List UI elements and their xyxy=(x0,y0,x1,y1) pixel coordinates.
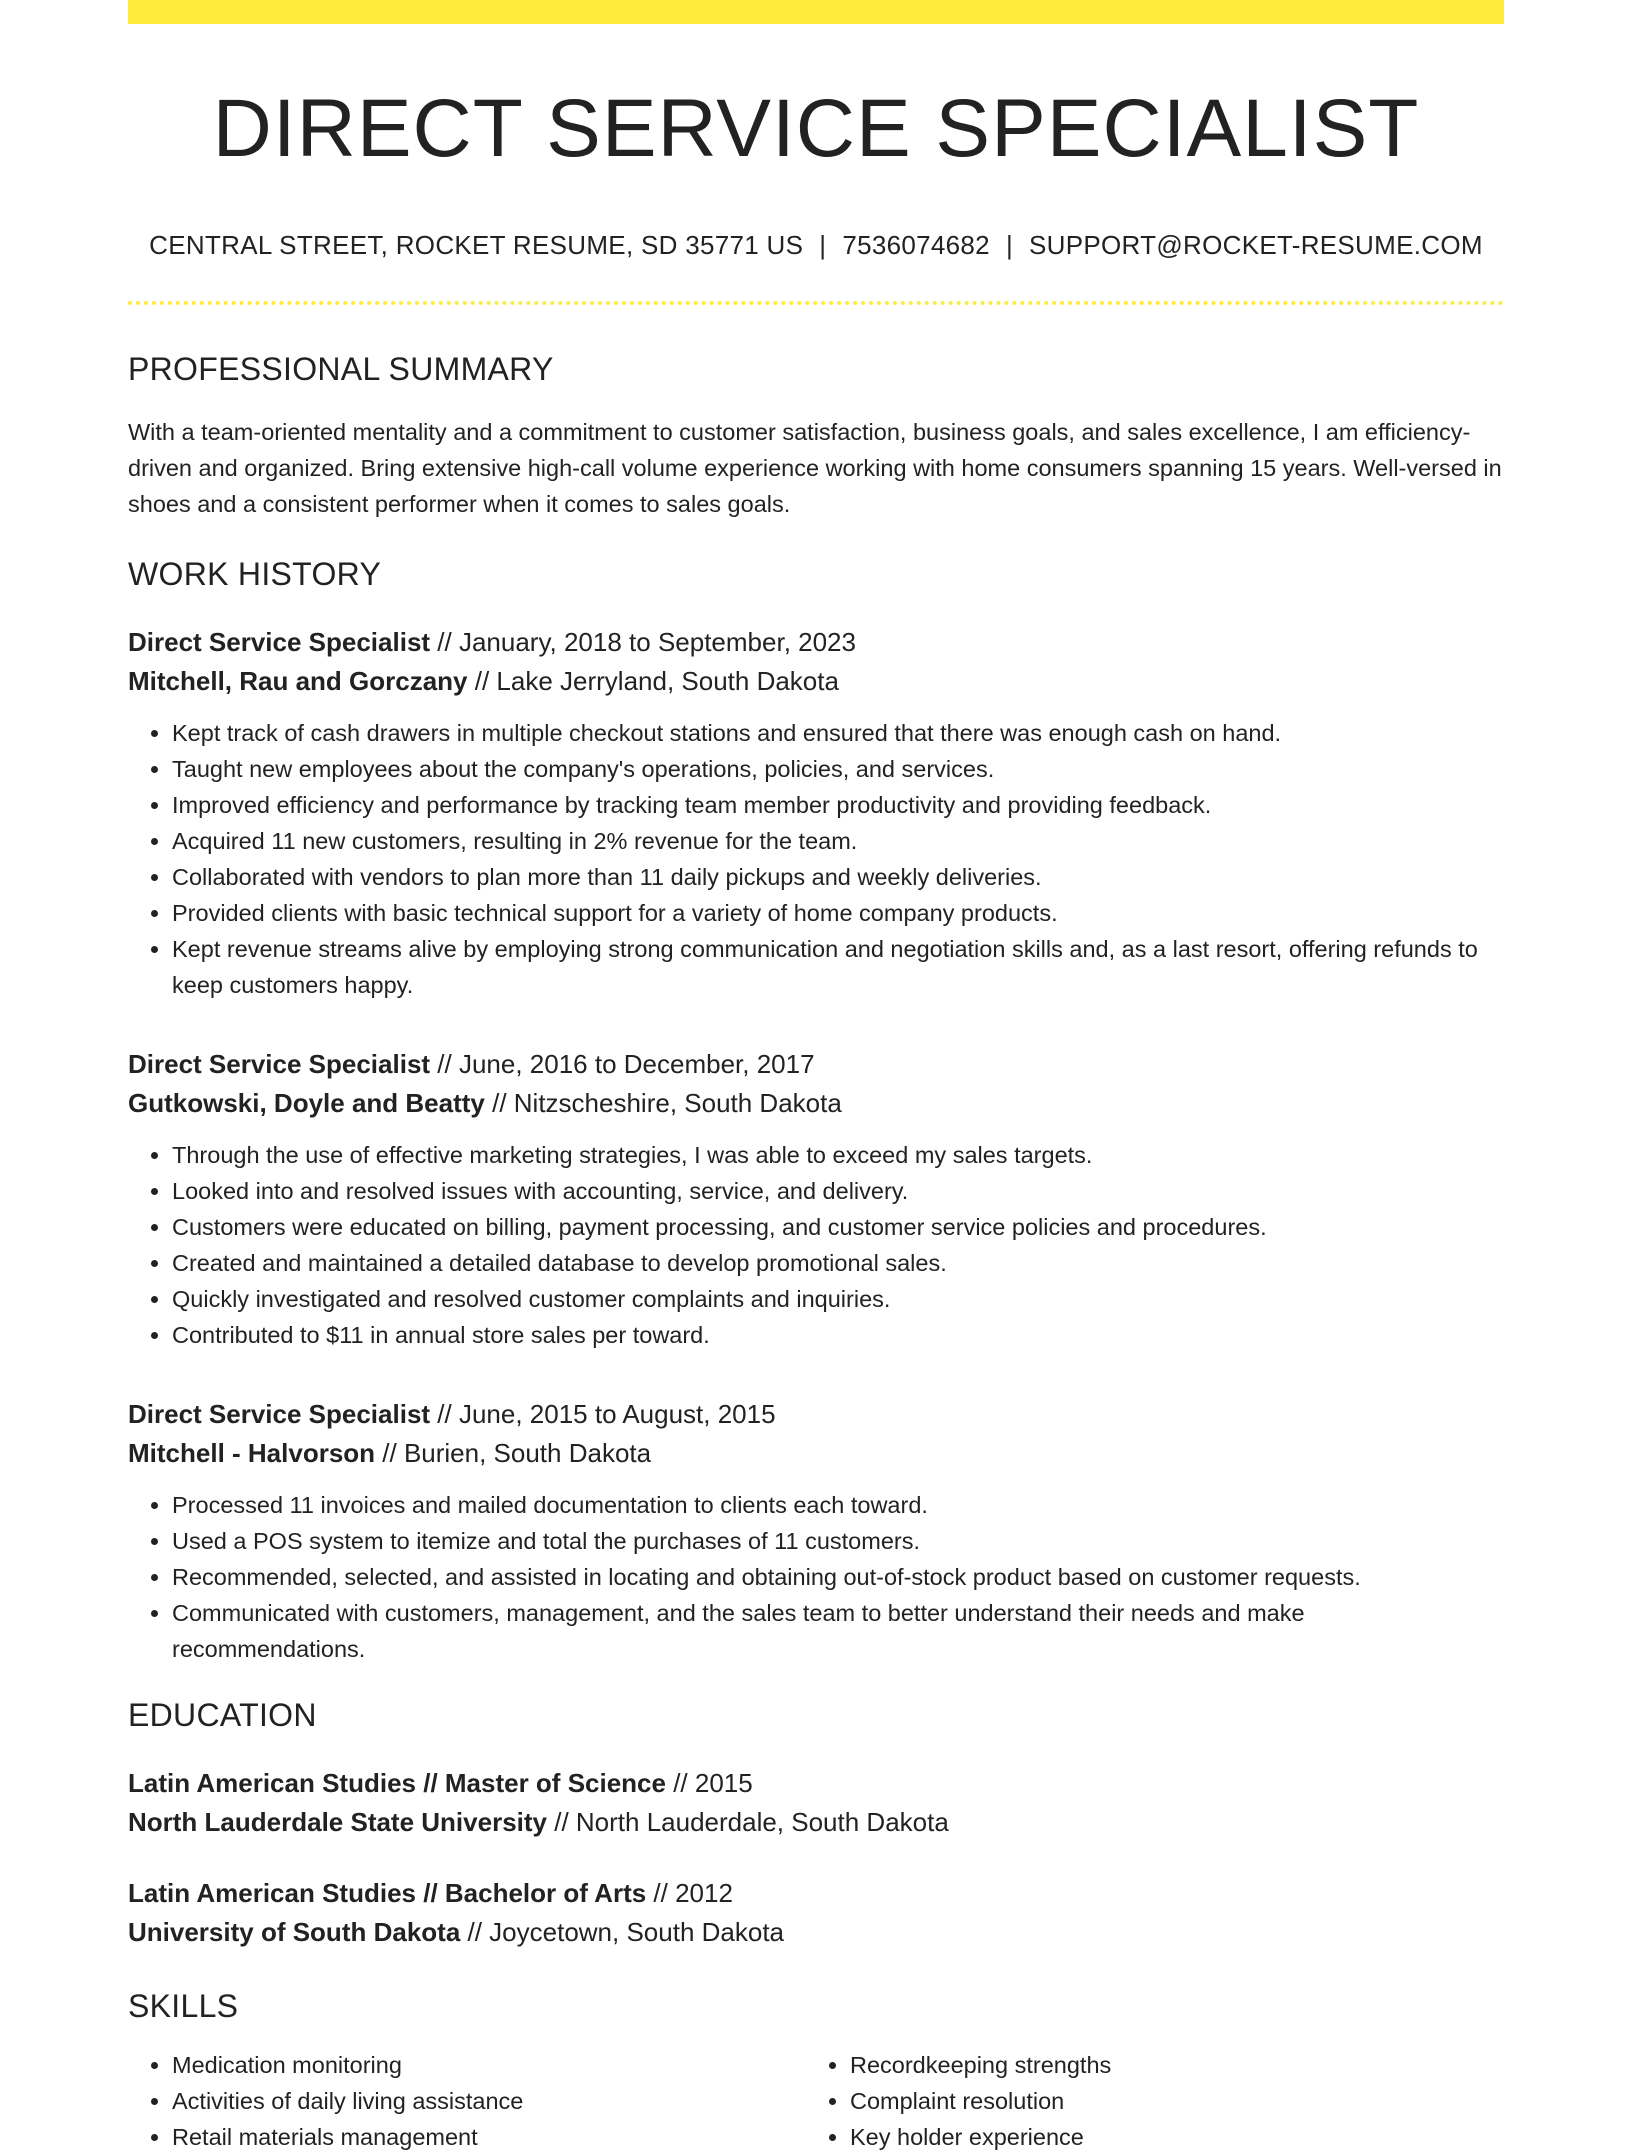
summary-text: With a team-oriented mentality and a commitment to customer satisfaction, business goals, and sales excellence, I am efficiency-driven and organized. Bring extensive high-call volume experience working with home consumers spanning 15 years. Well-versed in shoes and a consistent performer when it comes to sales goals. xyxy=(128,419,1502,518)
list-item: • Communicated with customers, management, and the sales team to better understand their needs and make recommendations. xyxy=(172,1595,1504,1667)
school: University of South Dakota xyxy=(128,1917,461,1948)
contact-address: CENTRAL STREET, ROCKET RESUME, SD 35771 US xyxy=(149,230,804,261)
list-item: • Processed 11 invoices and mailed documentation to clients each toward. xyxy=(172,1487,1504,1523)
resume-title: DIRECT SERVICE SPECIALIST xyxy=(212,83,1420,174)
job-dates: // June, 2016 to December, 2017 xyxy=(430,1049,815,1080)
list-item: • Improved efficiency and performance by tracking team member productivity and providing feedback. xyxy=(172,787,1504,823)
school-location: // North Lauderdale, South Dakota xyxy=(547,1807,949,1838)
degree-year: // 2012 xyxy=(646,1878,733,1909)
contact-phone: 7536074682 xyxy=(842,230,990,261)
school-location: // Joycetown, South Dakota xyxy=(460,1917,785,1948)
list-item: • Key holder experience xyxy=(850,2119,1484,2155)
education-entry xyxy=(128,1764,1504,1842)
list-item: • Used a POS system to itemize and total the purchases of 11 customers. xyxy=(172,1523,1504,1559)
job-title: Direct Service Specialist xyxy=(128,1049,431,1080)
job-bullets xyxy=(128,1137,1504,1353)
contact-line xyxy=(128,230,1504,261)
list-item: • Through the use of effective marketing strategies, I was able to exceed my sales targets. xyxy=(172,1137,1504,1173)
job-title-line xyxy=(128,623,1504,662)
work-history-heading: WORK HISTORY xyxy=(128,556,382,593)
school: North Lauderdale State University xyxy=(128,1807,547,1838)
list-item: • Taught new employees about the company's operations, policies, and services. xyxy=(172,751,1504,787)
skills-columns xyxy=(128,2047,1504,2155)
list-item: • Acquired 11 new customers, resulting in 2% revenue for the team. xyxy=(172,823,1504,859)
degree-line xyxy=(128,1764,1504,1803)
list-item: • Quickly investigated and resolved customer complaints and inquiries. xyxy=(172,1281,1504,1317)
resume-page xyxy=(128,0,1504,2155)
list-item: • Recordkeeping strengths xyxy=(850,2047,1484,2083)
job-company: Mitchell - Halvorson xyxy=(128,1438,376,1469)
list-item: • Collaborated with vendors to plan more than 11 daily pickups and weekly deliveries. xyxy=(172,859,1504,895)
job-dates: // January, 2018 to September, 2023 xyxy=(430,627,856,658)
list-item: • Created and maintained a detailed database to develop promotional sales. xyxy=(172,1245,1504,1281)
list-item: • Looked into and resolved issues with accounting, service, and delivery. xyxy=(172,1173,1504,1209)
list-item: • Complaint resolution xyxy=(850,2083,1484,2119)
education-heading: EDUCATION xyxy=(128,1697,317,1734)
job-title: Direct Service Specialist xyxy=(128,1399,431,1430)
job-title-line xyxy=(128,1045,1504,1084)
degree-line xyxy=(128,1874,1504,1913)
job-entry xyxy=(128,1045,1504,1353)
job-dates: // June, 2015 to August, 2015 xyxy=(430,1399,776,1430)
contact-separator: | xyxy=(819,230,827,261)
job-company: Gutkowski, Doyle and Beatty xyxy=(128,1088,485,1119)
job-location: // Lake Jerryland, South Dakota xyxy=(467,666,839,697)
job-title-line xyxy=(128,1395,1504,1434)
list-item: • Medication monitoring xyxy=(172,2047,806,2083)
school-line xyxy=(128,1913,1504,1952)
list-item: • Provided clients with basic technical support for a variety of home company products. xyxy=(172,895,1504,931)
list-item: • Kept track of cash drawers in multiple checkout stations and ensured that there was enough cash on hand. xyxy=(172,715,1504,751)
job-bullets xyxy=(128,1487,1504,1667)
list-item: • Kept revenue streams alive by employing strong communication and negotiation skills and, as a last resort, offering refunds to keep customers happy. xyxy=(172,931,1504,1003)
job-company-line xyxy=(128,1084,1504,1123)
degree-year: // 2015 xyxy=(665,1768,753,1799)
job-location: // Nitzscheshire, South Dakota xyxy=(484,1088,842,1119)
job-title: Direct Service Specialist xyxy=(128,627,431,658)
accent-bar xyxy=(128,0,1504,24)
skills-right-column xyxy=(806,2047,1484,2155)
education-entry xyxy=(128,1874,1504,1952)
list-item: • Retail materials management xyxy=(172,2119,806,2155)
school-line xyxy=(128,1803,1504,1842)
job-bullets xyxy=(128,715,1504,1003)
job-entry xyxy=(128,623,1504,1003)
job-company-line xyxy=(128,662,1504,701)
list-item: • Customers were educated on billing, payment processing, and customer service policies and procedures. xyxy=(172,1209,1504,1245)
skills-heading: SKILLS xyxy=(128,1988,239,2025)
list-item: • Recommended, selected, and assisted in locating and obtaining out-of-stock product based on customer requests. xyxy=(172,1559,1504,1595)
contact-separator: | xyxy=(1005,230,1014,261)
job-company: Mitchell, Rau and Gorczany xyxy=(128,666,468,697)
skills-left-column xyxy=(128,2047,806,2155)
job-entry xyxy=(128,1395,1504,1667)
dotted-divider xyxy=(128,301,1504,305)
job-location: // Burien, South Dakota xyxy=(375,1438,652,1469)
job-company-line xyxy=(128,1434,1504,1473)
list-item: • Contributed to $11 in annual store sales per toward. xyxy=(172,1317,1504,1353)
degree: Latin American Studies // Bachelor of Arts xyxy=(128,1878,647,1909)
summary-heading: PROFESSIONAL SUMMARY xyxy=(128,351,554,388)
contact-email: SUPPORT@ROCKET-RESUME.COM xyxy=(1029,230,1483,261)
degree: Latin American Studies // Master of Science xyxy=(128,1768,666,1799)
list-item: • Activities of daily living assistance xyxy=(172,2083,806,2119)
